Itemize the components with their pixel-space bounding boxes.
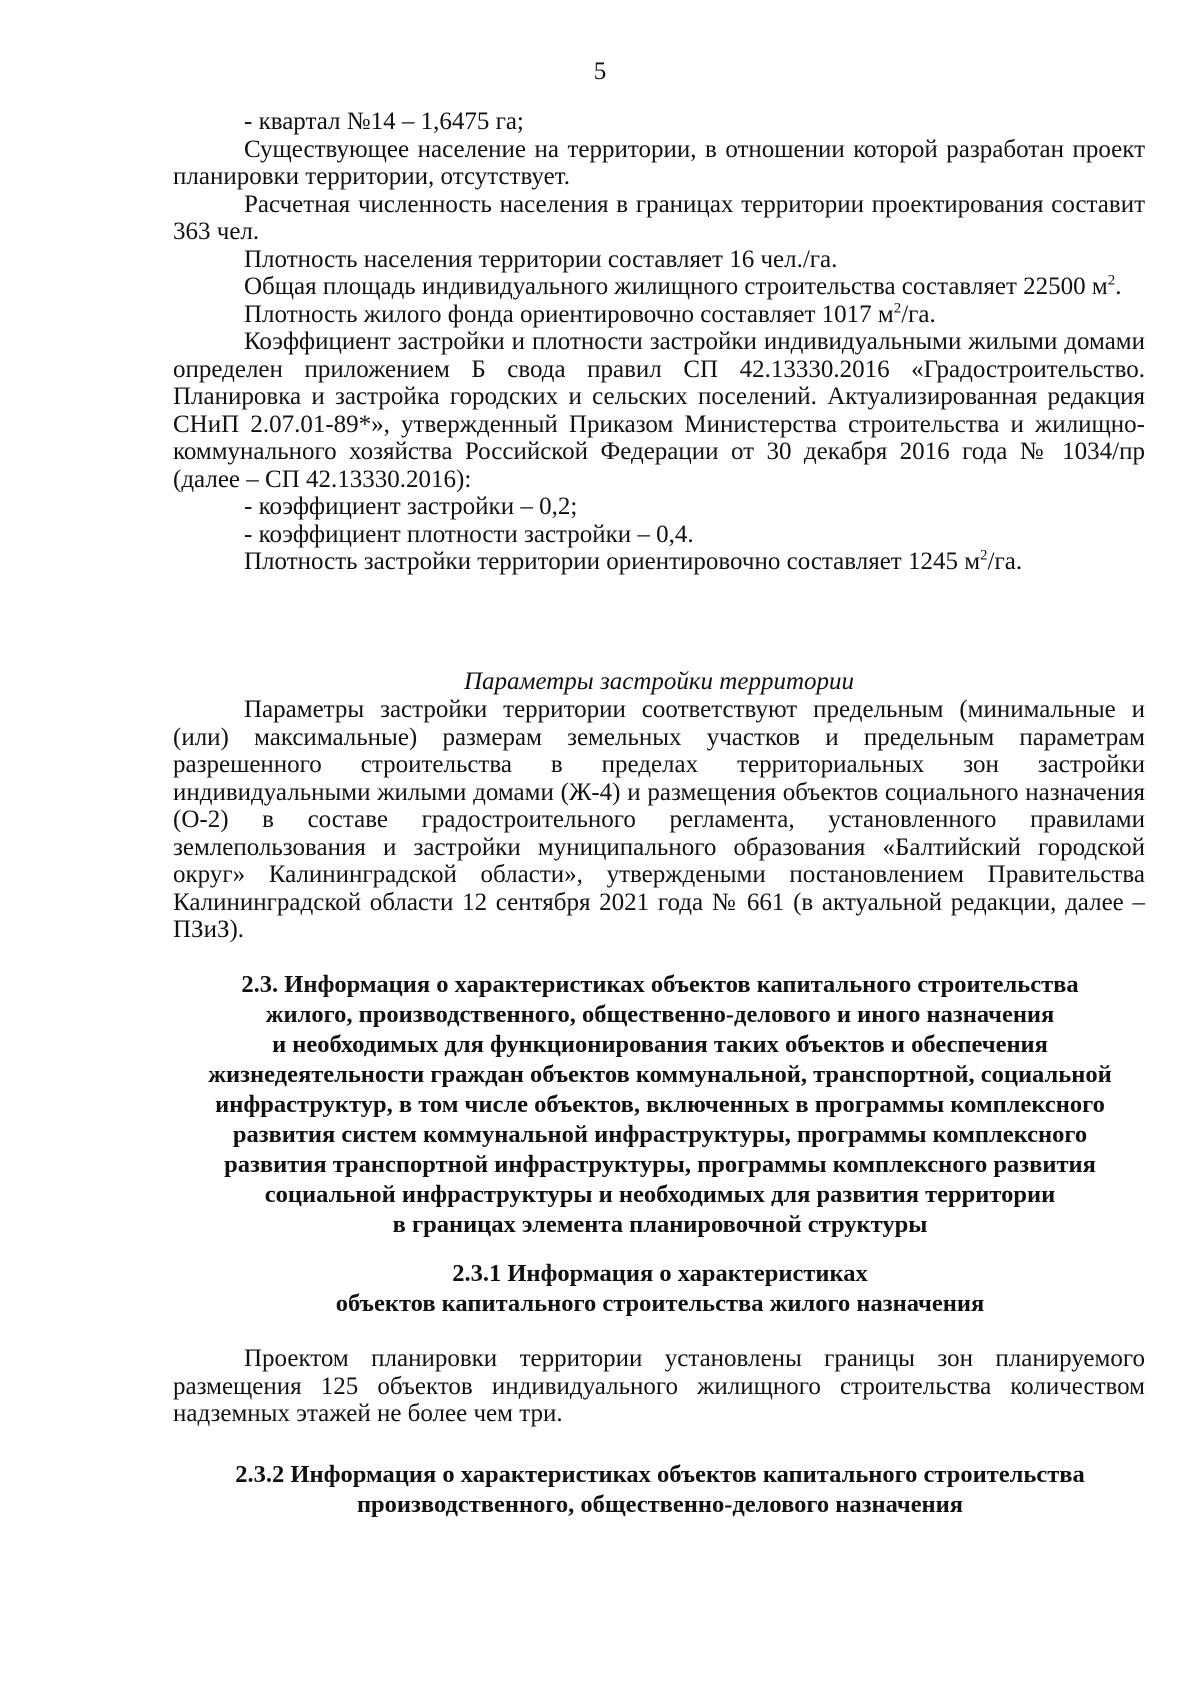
building-density-paragraph <box>173 548 1145 576</box>
total-area-sup: 2 <box>1107 272 1116 289</box>
building-density-sup: 2 <box>980 547 988 564</box>
building-density-tail: /га. <box>987 548 1023 575</box>
estimated-population-paragraph: Расчетная численность населения в границах территории проектирования составит 363 чел. <box>173 190 1145 245</box>
params-paragraph: Параметры застройки территории соответствуют предельным (минимальные и (или) максимальные) размерам земельных участков и предельным параметрам разрешенного строительства в пределах территориальных зон застройки индивидуальными жилыми домами (Ж-4) и размещения объектов социального назначения (О-2) в составе градостроительного регламента, установленного правилами землепользования и застройки муниципального образования «Балтийский городской округ» Калининградской области», утверждеными постановлением Правительства Калининградской области 12 сентября 2021 года № 661 (в актуальной редакции, далее – ПЗиЗ). <box>173 696 1145 943</box>
heading-line: и необходимых для функционирования таких объектов и обеспечения <box>272 1031 1048 1058</box>
total-area-tail: . <box>1115 273 1122 300</box>
heading-line: производственного, общественно-делового назначения <box>356 1491 964 1518</box>
heading-line: инфраструктур, в том числе объектов, включенных в программы комплексного <box>215 1091 1105 1118</box>
heading-line: развития транспортной инфраструктуры, программы комплексного развития <box>224 1151 1096 1178</box>
coefficient-paragraph: Коэффициент застройки и плотности застройки индивидуальными жилыми домами определен приложением Б свода правил СП 42.13330.2016 «Градостроительство. Планировка и застройка городских и сельских поселений. Актуализированная редакция СНиП 2.07.01-89*», утвержденный Приказом Министерства строительства и жилищно-коммунального хозяйства Российской Федерации от 30 декабря 2016 года № 1034/пр (далее – СП 42.13330.2016): <box>173 328 1145 493</box>
page-number: 5 <box>593 58 607 85</box>
total-area-text: Общая площадь индивидуального жилищного строительства составляет 22500 м <box>244 273 1108 300</box>
density-coefficient-item: - коэффициент плотности застройки – 0,4. <box>244 520 694 548</box>
heading-line: 2.3. Информация о характеристиках объектов капитального строительства <box>241 971 1079 998</box>
heading-line: жилого, производственного, общественно-делового и иного назначения <box>265 1001 1055 1028</box>
total-area-paragraph <box>173 273 1145 301</box>
heading-line: 2.3.2 Информация о характеристиках объектов капитального строительства <box>235 1461 1085 1488</box>
population-block <box>173 108 1145 576</box>
quarter-item: - квартал №14 – 1,6475 га; <box>244 108 524 135</box>
section-2-3-1-block <box>173 1345 1145 1428</box>
heading-line: 2.3.1 Информация о характеристиках <box>452 1260 868 1287</box>
section-2-3-1-heading <box>150 1259 1170 1319</box>
housing-density-paragraph <box>173 301 1145 329</box>
params-block <box>173 696 1145 944</box>
existing-population-paragraph: Существующее население на территории, в отношении которой разработан проект планировки территории, отсутствует. <box>173 135 1145 190</box>
heading-line: объектов капитального строительства жилого назначения <box>335 1290 985 1317</box>
housing-density-tail: /га. <box>901 300 936 328</box>
heading-line: развития систем коммунальной инфраструктуры, программы комплексного <box>232 1121 1088 1148</box>
building-coefficient-item: - коэффициент застройки – 0,2; <box>244 493 578 520</box>
housing-density-sup: 2 <box>893 300 902 317</box>
population-density-paragraph: Плотность населения территории составляет 16 чел./га. <box>244 245 838 273</box>
housing-density-text: Плотность жилого фонда ориентировочно составляет 1017 м <box>244 300 894 328</box>
heading-line: жизнедеятельности граждан объектов коммунальной, транспортной, социальной <box>208 1061 1112 1088</box>
heading-line: социальной инфраструктуры и необходимых для развития территории <box>264 1181 1056 1208</box>
params-subtitle: Параметры застройки территории <box>463 668 855 695</box>
building-density-text: Плотность застройки территории ориентировочно составляет 1245 м <box>244 548 981 575</box>
section-2-3-2-heading <box>150 1460 1170 1520</box>
section-2-3-1-paragraph: Проектом планировки территории установлены границы зон планируемого размещения 125 объектов индивидуального жилищного строительства количеством надземных этажей не более чем три. <box>173 1345 1145 1427</box>
section-2-3-heading <box>150 970 1170 1240</box>
heading-line: в границах элемента планировочной структуры <box>392 1211 928 1238</box>
